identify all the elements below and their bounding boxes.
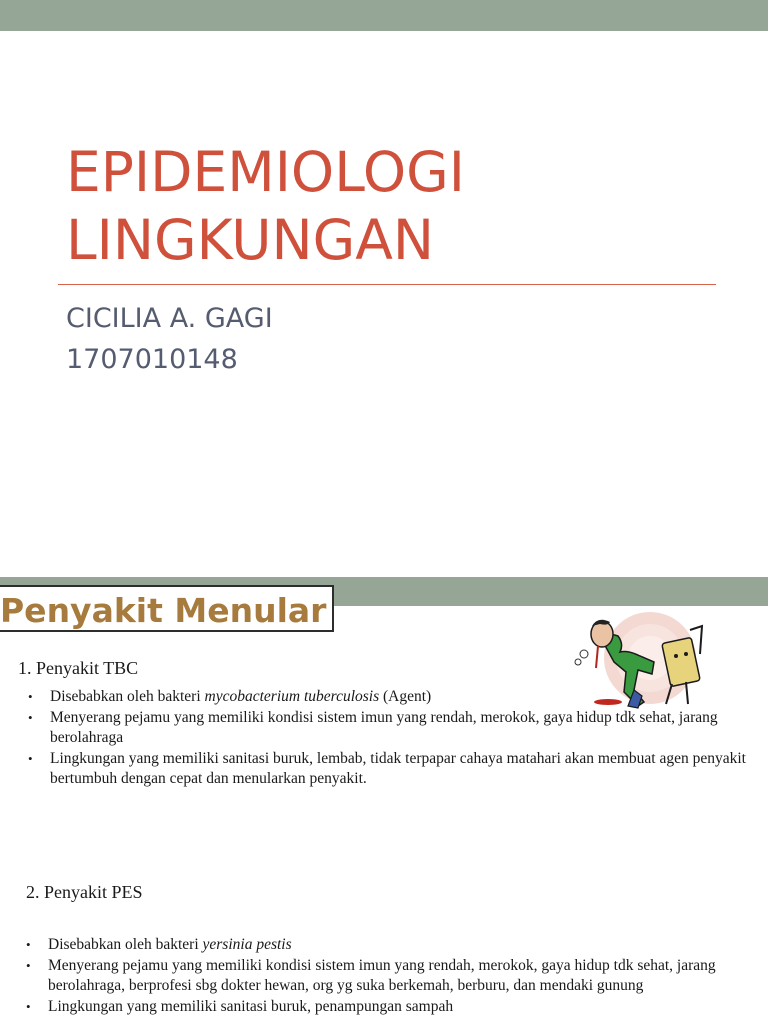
list-item: • Lingkungan yang memiliki sanitasi buruk, lembab, tidak terpapar cahaya matahari akan membuat agen penyakit bertumbuh dengan cepat dan menularkan penyakit.: [28, 749, 746, 787]
tbc-bullet-list: [26, 687, 761, 790]
slide-subtitle: [66, 298, 273, 380]
student-id: 1707010148: [66, 344, 238, 375]
list-item: • Disebabkan oleh bakteri yersinia pestis: [26, 936, 292, 953]
pes-bullet-list: [24, 935, 764, 1017]
list-item: • Menyerang pejamu yang memiliki kondisi sistem imun yang rendah, merokok, gaya hidup tdk sehat, jarang berolahraga: [28, 708, 718, 746]
title-line-2: LINGKUNGAN: [66, 208, 435, 272]
slide-title: [66, 138, 465, 274]
title-line-1: EPIDEMIOLOGI: [66, 140, 466, 204]
top-band: [0, 0, 768, 31]
list-item: • Lingkungan yang memiliki sanitasi buruk, penampungan sampah: [26, 997, 454, 1015]
list-item: • Menyerang pejamu yang memiliki kondisi sistem imun yang rendah, merokok, gaya hidup tdk sehat, jarang berolahraga, berprofesi sbg dokter hewan, org yg suka berkemah, berburu, dan mendaki gunung: [26, 956, 716, 994]
section-heading-tbc: 1. Penyakit TBC: [18, 658, 139, 678]
author-name: CICILIA A. GAGI: [66, 303, 273, 334]
slide2-title: Penyakit Menular: [0, 591, 327, 630]
title-divider: [58, 284, 716, 285]
section-heading-pes: 2. Penyakit PES: [26, 882, 143, 902]
list-item: • Disebabkan oleh bakteri mycobacterium tuberculosis (Agent): [28, 688, 432, 705]
